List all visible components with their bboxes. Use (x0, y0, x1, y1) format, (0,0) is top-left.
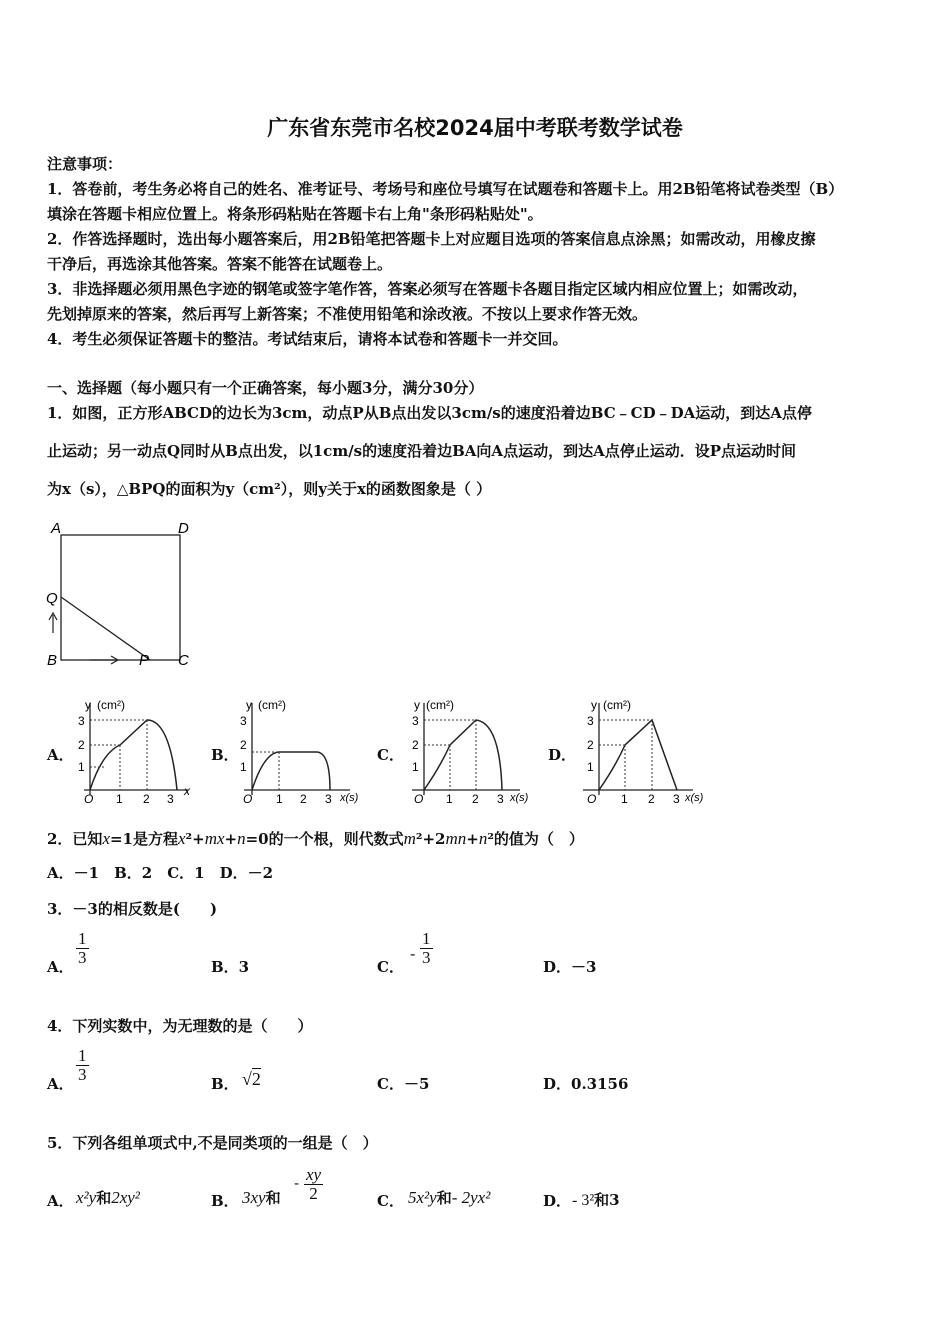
tick-label: 1 (587, 760, 594, 774)
notice-heading: 注意事项： (47, 155, 123, 173)
tick-label: 3 (78, 714, 85, 728)
axis-y-label: y (246, 698, 252, 712)
axis-x-label: x(s) (510, 792, 529, 804)
graph-a (70, 695, 200, 807)
tick-label: 1 (276, 792, 283, 806)
tick-label: 1 (446, 792, 453, 806)
tick-label: 1 (621, 792, 628, 806)
origin-label: O (414, 792, 424, 806)
q1-option-a[interactable]: A． (47, 746, 74, 764)
q4-option-c[interactable]: C．－5 (377, 1075, 430, 1093)
q4-option-a[interactable]: A． (47, 1075, 74, 1093)
graph-b (232, 695, 367, 807)
graph-c (400, 695, 540, 807)
notice-line: 填涂在答题卡相应位置上。将条形码粘贴在答题卡右上角"条形码粘贴处"。 (47, 205, 543, 223)
axis-unit-label: (cm²) (426, 698, 454, 712)
q3-stem: 3．－3的相反数是( ) (47, 900, 218, 918)
q5-option-c[interactable]: C． (377, 1192, 404, 1210)
notice-line: 先划掉原来的答案，然后再写上新答案；不准使用铅笔和涂改液。不按以上要求作答无效。 (47, 305, 648, 323)
q3-option-a[interactable]: A． (47, 958, 74, 976)
tick-label: 1 (116, 792, 123, 806)
q3-fraction-a: 1 3 (78, 929, 87, 967)
graph-d-curve (599, 720, 677, 790)
q3-option-c[interactable]: C． (377, 958, 404, 976)
origin-label: O (243, 792, 253, 806)
axis-unit-label: (cm²) (603, 698, 631, 712)
q4-sqrt: √2 (242, 1069, 261, 1089)
q4-fraction-a: 1 3 (78, 1046, 87, 1084)
graph-d (575, 695, 720, 807)
tick-label: 2 (78, 738, 85, 752)
axis-y-label: y (591, 698, 597, 712)
tick-label: 1 (78, 760, 85, 774)
q1-line: 为x（s），△BPQ的面积为y（cm²），则y关于x的函数图象是（ ） (47, 480, 492, 498)
q5-stem: 5．下列各组单项式中,不是同类项的一组是（ ） (47, 1134, 378, 1152)
notice-line: 4．考生必须保证答题卡的整洁。考试结束后，请将本试卷和答题卡一并交回。 (47, 330, 568, 348)
tick-label: 2 (143, 792, 150, 806)
label-b: B (47, 652, 58, 669)
section-heading: 一、选择题（每小题只有一个正确答案，每小题3分，满分30分） (47, 379, 484, 397)
axis-y-label: y (414, 698, 420, 712)
q4-stem: 4．下列实数中，为无理数的是（ ） (47, 1017, 313, 1035)
tick-label: 3 (587, 714, 594, 728)
q2-options[interactable]: A．－1 B．2 C．1 D．－2 (47, 864, 274, 882)
q5-option-b[interactable]: B． (211, 1192, 239, 1210)
graph-c-curve (424, 720, 502, 790)
label-c: C (178, 652, 189, 669)
label-q: Q (46, 590, 58, 607)
axis-x-label: x (184, 784, 190, 798)
segment-qp (61, 597, 150, 660)
q1-option-c[interactable]: C． (377, 746, 404, 764)
q3-option-d[interactable]: D．－3 (543, 958, 597, 976)
tick-label: 2 (587, 738, 594, 752)
tick-label: 2 (240, 738, 247, 752)
tick-label: 2 (412, 738, 419, 752)
sqrt-sign-icon: √ (242, 1069, 252, 1089)
axis-unit-label: (cm²) (97, 698, 125, 712)
origin-label: O (84, 792, 94, 806)
q1-line: 1．如图，正方形ABCD的边长为3cm，动点P从B点出发以3cm/s的速度沿着边BC﹣CD﹣DA运动，到达A点停 (47, 404, 812, 422)
tick-label: 3 (673, 792, 680, 806)
tick-label: 3 (167, 792, 174, 806)
notice-line: 干净后，再选涂其他答案。答案不能答在试题卷上。 (47, 255, 393, 273)
notice-line: 3．非选择题必须用黑色字迹的钢笔或签字笔作答，答案必须写在答题卡各题目指定区域内相应位置上；如需改动， (47, 280, 808, 298)
axis-x-label: x(s) (340, 792, 359, 804)
q5-a-expr: x²y和2xy² (76, 1188, 140, 1207)
q5-c-expr: 5x²y和- 2yx² (408, 1188, 491, 1207)
axis-y-label: y (85, 698, 91, 712)
q5-option-d[interactable]: D． (543, 1192, 572, 1210)
q1-option-b[interactable]: B． (211, 746, 239, 764)
q1-option-d[interactable]: D． (548, 746, 577, 764)
q5-b-fraction: xy 2 (306, 1165, 322, 1203)
q3-option-b[interactable]: B．3 (211, 958, 250, 976)
q5-option-a[interactable]: A． (47, 1192, 74, 1210)
q5-b-expr: 3xy和 (242, 1188, 281, 1207)
notice-line: 2．作答选择题时，选出每小题答案后，用2B铅笔把答题卡上对应题目选项的答案信息点涂黑；如需改动，用橡皮擦 (47, 230, 816, 248)
label-a: A (51, 520, 62, 537)
q1-line: 止运动；另一动点Q同时从B点出发，以1cm/s的速度沿着边BA向A点运动，到达A点停止运动．设P点运动时间 (47, 442, 796, 460)
tick-label: 3 (325, 792, 332, 806)
q5-b-minus: - (294, 1174, 300, 1192)
graph-b-curve (252, 752, 330, 790)
notice-line: 1．答卷前，考生务必将自己的姓名、准考证号、考场号和座位号填写在试题卷和答题卡上。用2B铅笔将试卷类型（B） (47, 180, 844, 198)
q5-d-expr: - 3²和3 (572, 1191, 620, 1209)
label-p: P (139, 652, 150, 669)
page-title: 广东省东莞市名校2024届中考联考数学试卷 (267, 116, 683, 140)
q3-fraction-c: 1 3 (422, 929, 431, 967)
origin-label: O (587, 792, 597, 806)
q3-minus: - (410, 944, 416, 963)
tick-label: 3 (412, 714, 419, 728)
tick-label: 1 (240, 760, 247, 774)
axis-unit-label: (cm²) (258, 698, 286, 712)
axis-x-label: x(s) (685, 792, 704, 804)
q4-option-d[interactable]: D．0.3156 (543, 1075, 629, 1093)
label-d: D (178, 520, 189, 537)
graph-a-curve (90, 720, 177, 790)
tick-label: 2 (472, 792, 479, 806)
q4-option-b[interactable]: B． (211, 1075, 239, 1093)
q2-stem: 2．已知x=1是方程x²+mx+n=0的一个根，则代数式m²+2mn+n²的值为（ ） (47, 829, 584, 848)
tick-label: 2 (300, 792, 307, 806)
tick-label: 2 (648, 792, 655, 806)
square-abcd (61, 535, 180, 660)
tick-label: 3 (497, 792, 504, 806)
q1-square-figure (40, 515, 200, 675)
tick-label: 3 (240, 714, 247, 728)
tick-label: 1 (412, 760, 419, 774)
